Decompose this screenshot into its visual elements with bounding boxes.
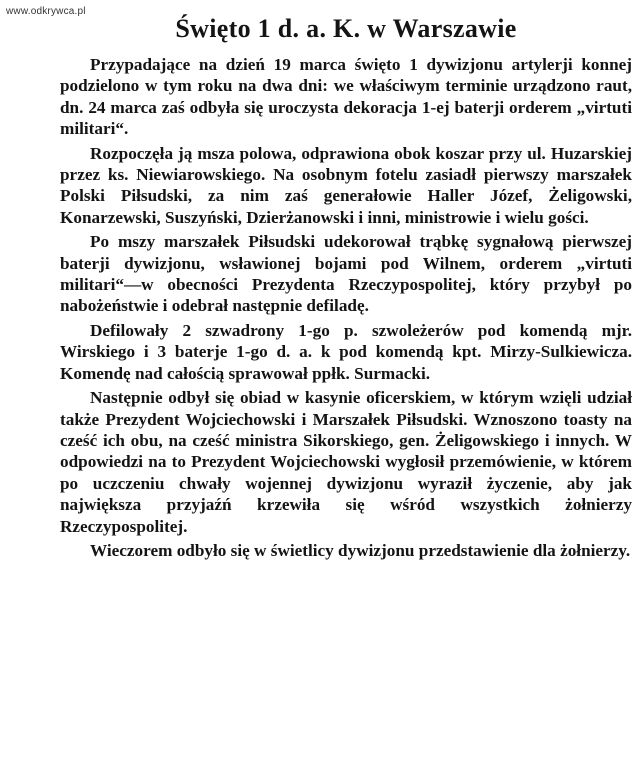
paragraph: Przypadające na dzień 19 marca święto 1 dywizjonu artylerji konnej podzielono w tym roku na dwa dni: we właściwym terminie urządzono raut, dn. 24 marca zaś odbyła się uroczysta dekoracja 1-ej baterji orderem „virtuti militari“. <box>60 55 632 139</box>
article-title: Święto 1 d. a. K. w Warszawie <box>175 14 517 43</box>
paragraph: Rozpoczęła ją msza polowa, odprawiona obok koszar przy ul. Huzarskiej przez ks. Niewiarowskiego. Na osobnym fotelu zasiadł pierwszy marszałek Polski Piłsudski, za nim zaś generałowie Haller Józef, Żeligowski, Konarzewski, Suszyński, Dzierżanowski i inni, ministrowie i wielu gości. <box>60 143 632 227</box>
paragraph: Defilowały 2 szwadrony 1-go p. szwoleżerów pod komendą mjr. Wirskiego i 3 baterje 1-go d. a. k pod komendą kpt. Mirzy-Sulkiewicza. Komendę nad całością sprawował ppłk. Surmacki. <box>60 320 632 383</box>
paragraph: Wieczorem odbyło się w świetlicy dywizjonu przedstawienie dla żołnierzy. <box>90 540 631 560</box>
paragraph: Następnie odbył się obiad w kasynie oficerskiem, w którym wzięli udział także Prezydent Wojciechowski i Marszałek Piłsudski. Wznoszono toasty na cześć ich obu, na cześć ministra Sikorskiego, gen. Żeligowskiego i innych. W odpowiedzi na to Prezydent Wojciechowski wygłosił przemówienie, w którem po uczczeniu chwały wojennej dywizjonu wyraził życzenie, aby jak największa przyjaźń krzewiła się wśród wszystkich żołnierzy Rzeczypospolitej. <box>60 388 632 536</box>
paragraph: Po mszy marszałek Piłsudski udekorował trąbkę sygnałową pierwszej baterji dywizjonu, wsławionej bojami pod Wilnem, orderem „virtuti militari“—w obecności Prezydenta Rzeczypospolitej, który przybył po nabożeństwie i odebrał następnie defiladę. <box>60 232 632 316</box>
article <box>60 6 632 564</box>
watermark: www.odkrywca.pl <box>6 6 86 17</box>
